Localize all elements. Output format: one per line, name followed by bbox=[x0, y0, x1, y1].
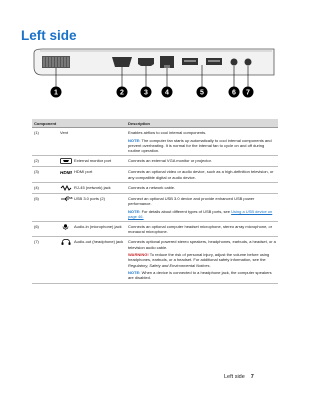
warning-doc-title: Regulatory, Safety and Environmental Notices bbox=[128, 262, 210, 268]
components-table bbox=[32, 119, 278, 284]
vent-graphic bbox=[42, 56, 70, 68]
warning-label: WARNING! bbox=[128, 252, 149, 258]
callout-4-label: 4 bbox=[165, 89, 169, 97]
usb-device-link[interactable]: Using a USB device on page 46. bbox=[128, 208, 273, 219]
table-row bbox=[32, 128, 278, 156]
hdmi-icon bbox=[60, 169, 72, 175]
component-name: Audio-in (microphone) jack bbox=[74, 224, 122, 230]
callout-3-label: 3 bbox=[144, 89, 148, 97]
component-description bbox=[126, 167, 278, 182]
table-row bbox=[32, 156, 278, 167]
component-description bbox=[126, 222, 278, 237]
footer-section-title: Left side bbox=[224, 374, 245, 380]
callout-6-label: 6 bbox=[232, 89, 236, 97]
page-footer bbox=[224, 374, 254, 380]
note bbox=[128, 270, 276, 280]
row-number: (6) bbox=[32, 222, 58, 237]
row-number: (1) bbox=[32, 128, 58, 156]
warning bbox=[128, 252, 276, 268]
description-text: Connects an optional video or audio device, such as a high-definition television, or any compatible digital or audio device. bbox=[128, 169, 274, 180]
svg-text:SS: SS bbox=[69, 196, 73, 200]
callout-5 bbox=[197, 87, 208, 98]
component-description bbox=[126, 128, 278, 156]
description-text: Enables airflow to cool internal components. bbox=[128, 130, 207, 136]
component-name: HDMI port bbox=[74, 169, 93, 175]
component-description bbox=[126, 193, 278, 221]
description-text: Connect an optional USB 3.0 device and provide enhanced USB power performance. bbox=[128, 195, 255, 207]
component-cell bbox=[58, 222, 126, 237]
callout-7-label: 7 bbox=[246, 89, 250, 97]
note-text: When a device is connected to a headphone jack, the computer speakers are disabled. bbox=[128, 270, 272, 281]
component-cell bbox=[58, 156, 126, 167]
page-title: Left side bbox=[21, 28, 77, 43]
callout-7 bbox=[243, 87, 254, 98]
network-jack-icon bbox=[60, 185, 72, 191]
component-cell bbox=[58, 182, 126, 193]
callout-6 bbox=[229, 87, 240, 98]
component-name: Audio-out (headphone) jack bbox=[74, 239, 124, 245]
external-monitor-port-icon bbox=[60, 158, 72, 164]
note-text: The computer fan starts up automatically to cool internal components and prevent overheating. It is normal for the internal fan to cycle on and off during routine operation. bbox=[128, 137, 272, 154]
note bbox=[128, 209, 276, 219]
note-label: NOTE: bbox=[128, 137, 141, 143]
component-cell bbox=[58, 237, 126, 283]
headphone-icon bbox=[60, 239, 72, 245]
table-row bbox=[32, 167, 278, 182]
svg-text:HDMI: HDMI bbox=[60, 170, 72, 176]
description-text: Connects an external VGA monitor or projector. bbox=[128, 158, 212, 164]
component-description bbox=[126, 182, 278, 193]
row-number: (2) bbox=[32, 156, 58, 167]
table-row bbox=[32, 237, 278, 283]
callout-1-label: 1 bbox=[54, 89, 58, 97]
table-row bbox=[32, 193, 278, 221]
usb-icon bbox=[60, 196, 72, 202]
callout-4 bbox=[162, 87, 173, 98]
laptop-left-side-illustration bbox=[30, 47, 278, 107]
description-text: Connects an optional computer headset microphone, stereo array microphone, or monaural microphone. bbox=[128, 224, 273, 235]
table-row bbox=[32, 222, 278, 237]
warning-text: To reduce the risk of personal injury, adjust the volume before using headphones, earbuds, or a headset. For additional safety information, see the bbox=[128, 252, 270, 263]
callout-5-label: 5 bbox=[200, 89, 204, 97]
row-number: (4) bbox=[32, 182, 58, 193]
row-number: (3) bbox=[32, 167, 58, 182]
note-label: NOTE: bbox=[128, 208, 141, 214]
callout-2-label: 2 bbox=[120, 89, 124, 97]
callout-3 bbox=[141, 87, 152, 98]
description-text: Connects a network cable. bbox=[128, 184, 176, 190]
note-text: For details about different types of USB ports, see bbox=[141, 208, 230, 214]
component-description bbox=[126, 237, 278, 283]
callout-2 bbox=[117, 87, 128, 98]
note bbox=[128, 138, 276, 154]
row-number: (5) bbox=[32, 193, 58, 221]
table-row bbox=[32, 182, 278, 193]
component-description bbox=[126, 156, 278, 167]
page-number: 7 bbox=[250, 374, 254, 380]
description-text: Connects optional powered stereo speakers, headphones, earbuds, a headset, or a television audio cable. bbox=[128, 239, 276, 250]
table-header-row bbox=[32, 119, 278, 128]
header-description: Description bbox=[126, 119, 278, 128]
component-name: RJ-45 (network) jack bbox=[74, 184, 111, 190]
component-cell bbox=[58, 167, 126, 182]
note-label: NOTE: bbox=[128, 270, 141, 276]
microphone-icon bbox=[60, 224, 72, 230]
component-cell bbox=[58, 193, 126, 221]
warning-text-end: . bbox=[209, 262, 211, 268]
component-name: External monitor port bbox=[74, 158, 112, 164]
callout-1 bbox=[51, 87, 62, 98]
header-component: Component bbox=[32, 119, 126, 128]
component-name: Vent bbox=[58, 128, 126, 156]
row-number: (7) bbox=[32, 237, 58, 283]
component-name: USB 3.0 ports (2) bbox=[74, 195, 105, 201]
